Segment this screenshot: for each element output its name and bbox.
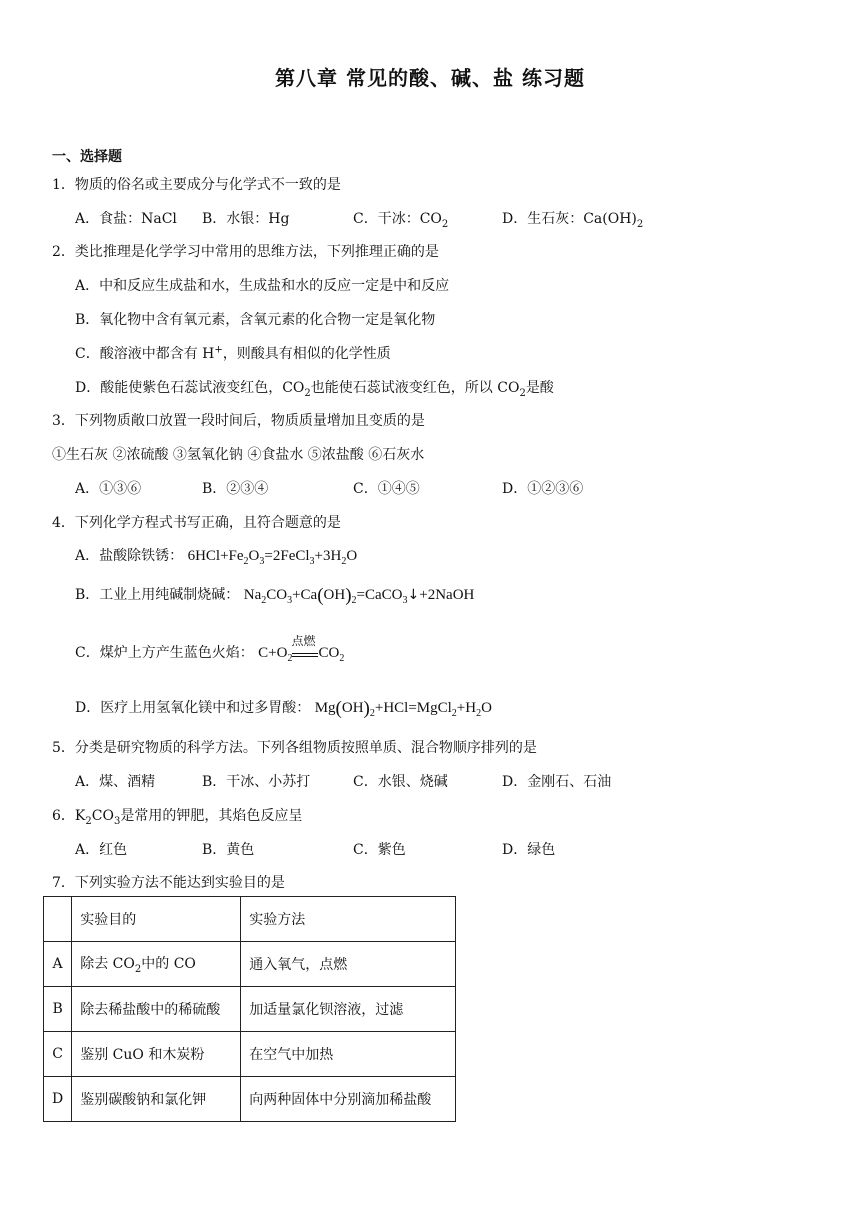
q1-option-b: B．水银：Hg bbox=[202, 211, 290, 227]
q4-option-d: D．医疗上用氢氧化镁中和过多胃酸： $Mg(OH)_2+HCl=MgCl_2+H_2O$ bbox=[75, 698, 492, 719]
q4-option-c: C．煤炉上方产生蓝色火焰： $C+O_2$ 点燃 $CO_2$ bbox=[75, 634, 345, 664]
row-purpose: 鉴别 CuO 和木炭粉 bbox=[72, 1032, 241, 1077]
q2-option-b: B．氧化物中含有氧元素，含氧元素的化合物一定是氧化物 bbox=[75, 312, 436, 328]
q4-equation-c: $C+O_2$ 点燃 $CO_2$ bbox=[258, 634, 345, 664]
q6-option-b: B．黄色 bbox=[202, 842, 255, 858]
question-5-stem: 5．分类是研究物质的科学方法。下列各组物质按照单质、混合物顺序排列的是 bbox=[52, 740, 537, 756]
table-header-cell: 实验方法 bbox=[241, 897, 456, 942]
question-6-stem: 6．$K_2CO_3$是常用的钾肥，其焰色反应呈 bbox=[52, 808, 303, 827]
row-purpose: 除去 $CO_2$中的 CO bbox=[72, 942, 241, 987]
table-header-row bbox=[44, 897, 456, 942]
q4-option-a: A．盐酸除铁锈： $6HCl+Fe_2O_3=2FeCl_3+3H_2O$ bbox=[75, 548, 358, 567]
q5-option-d: D．金刚石、石油 bbox=[502, 774, 612, 790]
q6-option-a: A．红色 bbox=[75, 842, 128, 858]
q3-option-c: C．①④⑤ bbox=[353, 481, 420, 497]
q2-option-c: C．酸溶液中都含有 H+，则酸具有相似的化学性质 bbox=[75, 344, 391, 362]
q5-option-a: A．煤、酒精 bbox=[75, 774, 156, 790]
row-label: A bbox=[44, 942, 72, 987]
row-purpose: 除去稀盐酸中的稀硫酸 bbox=[72, 987, 241, 1032]
row-method: 加适量氯化钡溶液，过滤 bbox=[241, 987, 456, 1032]
row-method: 在空气中加热 bbox=[241, 1032, 456, 1077]
q3-option-a: A．①③⑥ bbox=[75, 481, 142, 497]
q6-option-c: C．紫色 bbox=[353, 842, 406, 858]
q6-option-d: D．绿色 bbox=[502, 842, 556, 858]
question-2-stem: 2．类比推理是化学学习中常用的思维方法，下列推理正确的是 bbox=[52, 244, 439, 260]
q1-option-a: A．食盐：NaCl bbox=[75, 211, 177, 227]
row-label: C bbox=[44, 1032, 72, 1077]
row-label: D bbox=[44, 1077, 72, 1122]
q2-option-d: D．酸能使紫色石蕊试液变红色，$CO_2$也能使石蕊试液变红色，所以 $CO_2$是酸 bbox=[75, 380, 554, 399]
q4-option-b: B．工业上用纯碱制烧碱： $Na_2CO_3+Ca(OH)_2=CaCO_3↓+2NaOH$ bbox=[75, 585, 475, 606]
table-header-cell bbox=[44, 897, 72, 942]
q3-option-d: D．①②③⑥ bbox=[502, 481, 584, 497]
table-row bbox=[44, 1077, 456, 1122]
q5-option-b: B．干冰、小苏打 bbox=[202, 774, 311, 790]
q4-equation-a: $6HCl+Fe_2O_3=2FeCl_3+3H_2O$ bbox=[187, 548, 358, 567]
row-label: B bbox=[44, 987, 72, 1032]
q1-option-c: C．干冰：$CO_2$ bbox=[353, 211, 449, 230]
question-4-stem: 4．下列化学方程式书写正确，且符合题意的是 bbox=[52, 515, 341, 531]
q2-option-a: A．中和反应生成盐和水，生成盐和水的反应一定是中和反应 bbox=[75, 278, 450, 294]
q3-substance-list: ①生石灰 ②浓硫酸 ③氢氧化钠 ④食盐水 ⑤浓盐酸 ⑥石灰水 bbox=[52, 447, 425, 463]
page-title: 第八章 常见的酸、碱、盐 练习题 bbox=[275, 66, 585, 90]
table-row bbox=[44, 987, 456, 1032]
experiment-table bbox=[43, 896, 456, 1122]
question-7-stem: 7．下列实验方法不能达到实验目的是 bbox=[52, 875, 285, 891]
ignition-condition: 点燃 bbox=[292, 647, 318, 657]
row-method: 向两种固体中分别滴加稀盐酸 bbox=[241, 1077, 456, 1122]
q3-option-b: B．②③④ bbox=[202, 481, 269, 497]
q5-option-c: C．水银、烧碱 bbox=[353, 774, 448, 790]
question-3-stem: 3．下列物质敞口放置一段时间后，物质质量增加且变质的是 bbox=[52, 413, 425, 429]
question-1-stem: 1．物质的俗名或主要成分与化学式不一致的是 bbox=[52, 177, 341, 193]
section-heading: 一、选择题 bbox=[52, 149, 122, 165]
table-header-cell: 实验目的 bbox=[72, 897, 241, 942]
row-purpose: 鉴别碳酸钠和氯化钾 bbox=[72, 1077, 241, 1122]
q4-equation-d: $Mg(OH)_2+HCl=MgCl_2+H_2O$ bbox=[314, 698, 492, 719]
row-method: 通入氧气，点燃 bbox=[241, 942, 456, 987]
table-row bbox=[44, 942, 456, 987]
q4-equation-b: $Na_2CO_3+Ca(OH)_2=CaCO_3↓+2NaOH$ bbox=[243, 585, 475, 606]
table-row bbox=[44, 1032, 456, 1077]
q1-option-d: D．生石灰：$Ca(OH)_2$ bbox=[502, 211, 644, 230]
precipitate-arrow-icon: ↓ bbox=[407, 587, 420, 603]
